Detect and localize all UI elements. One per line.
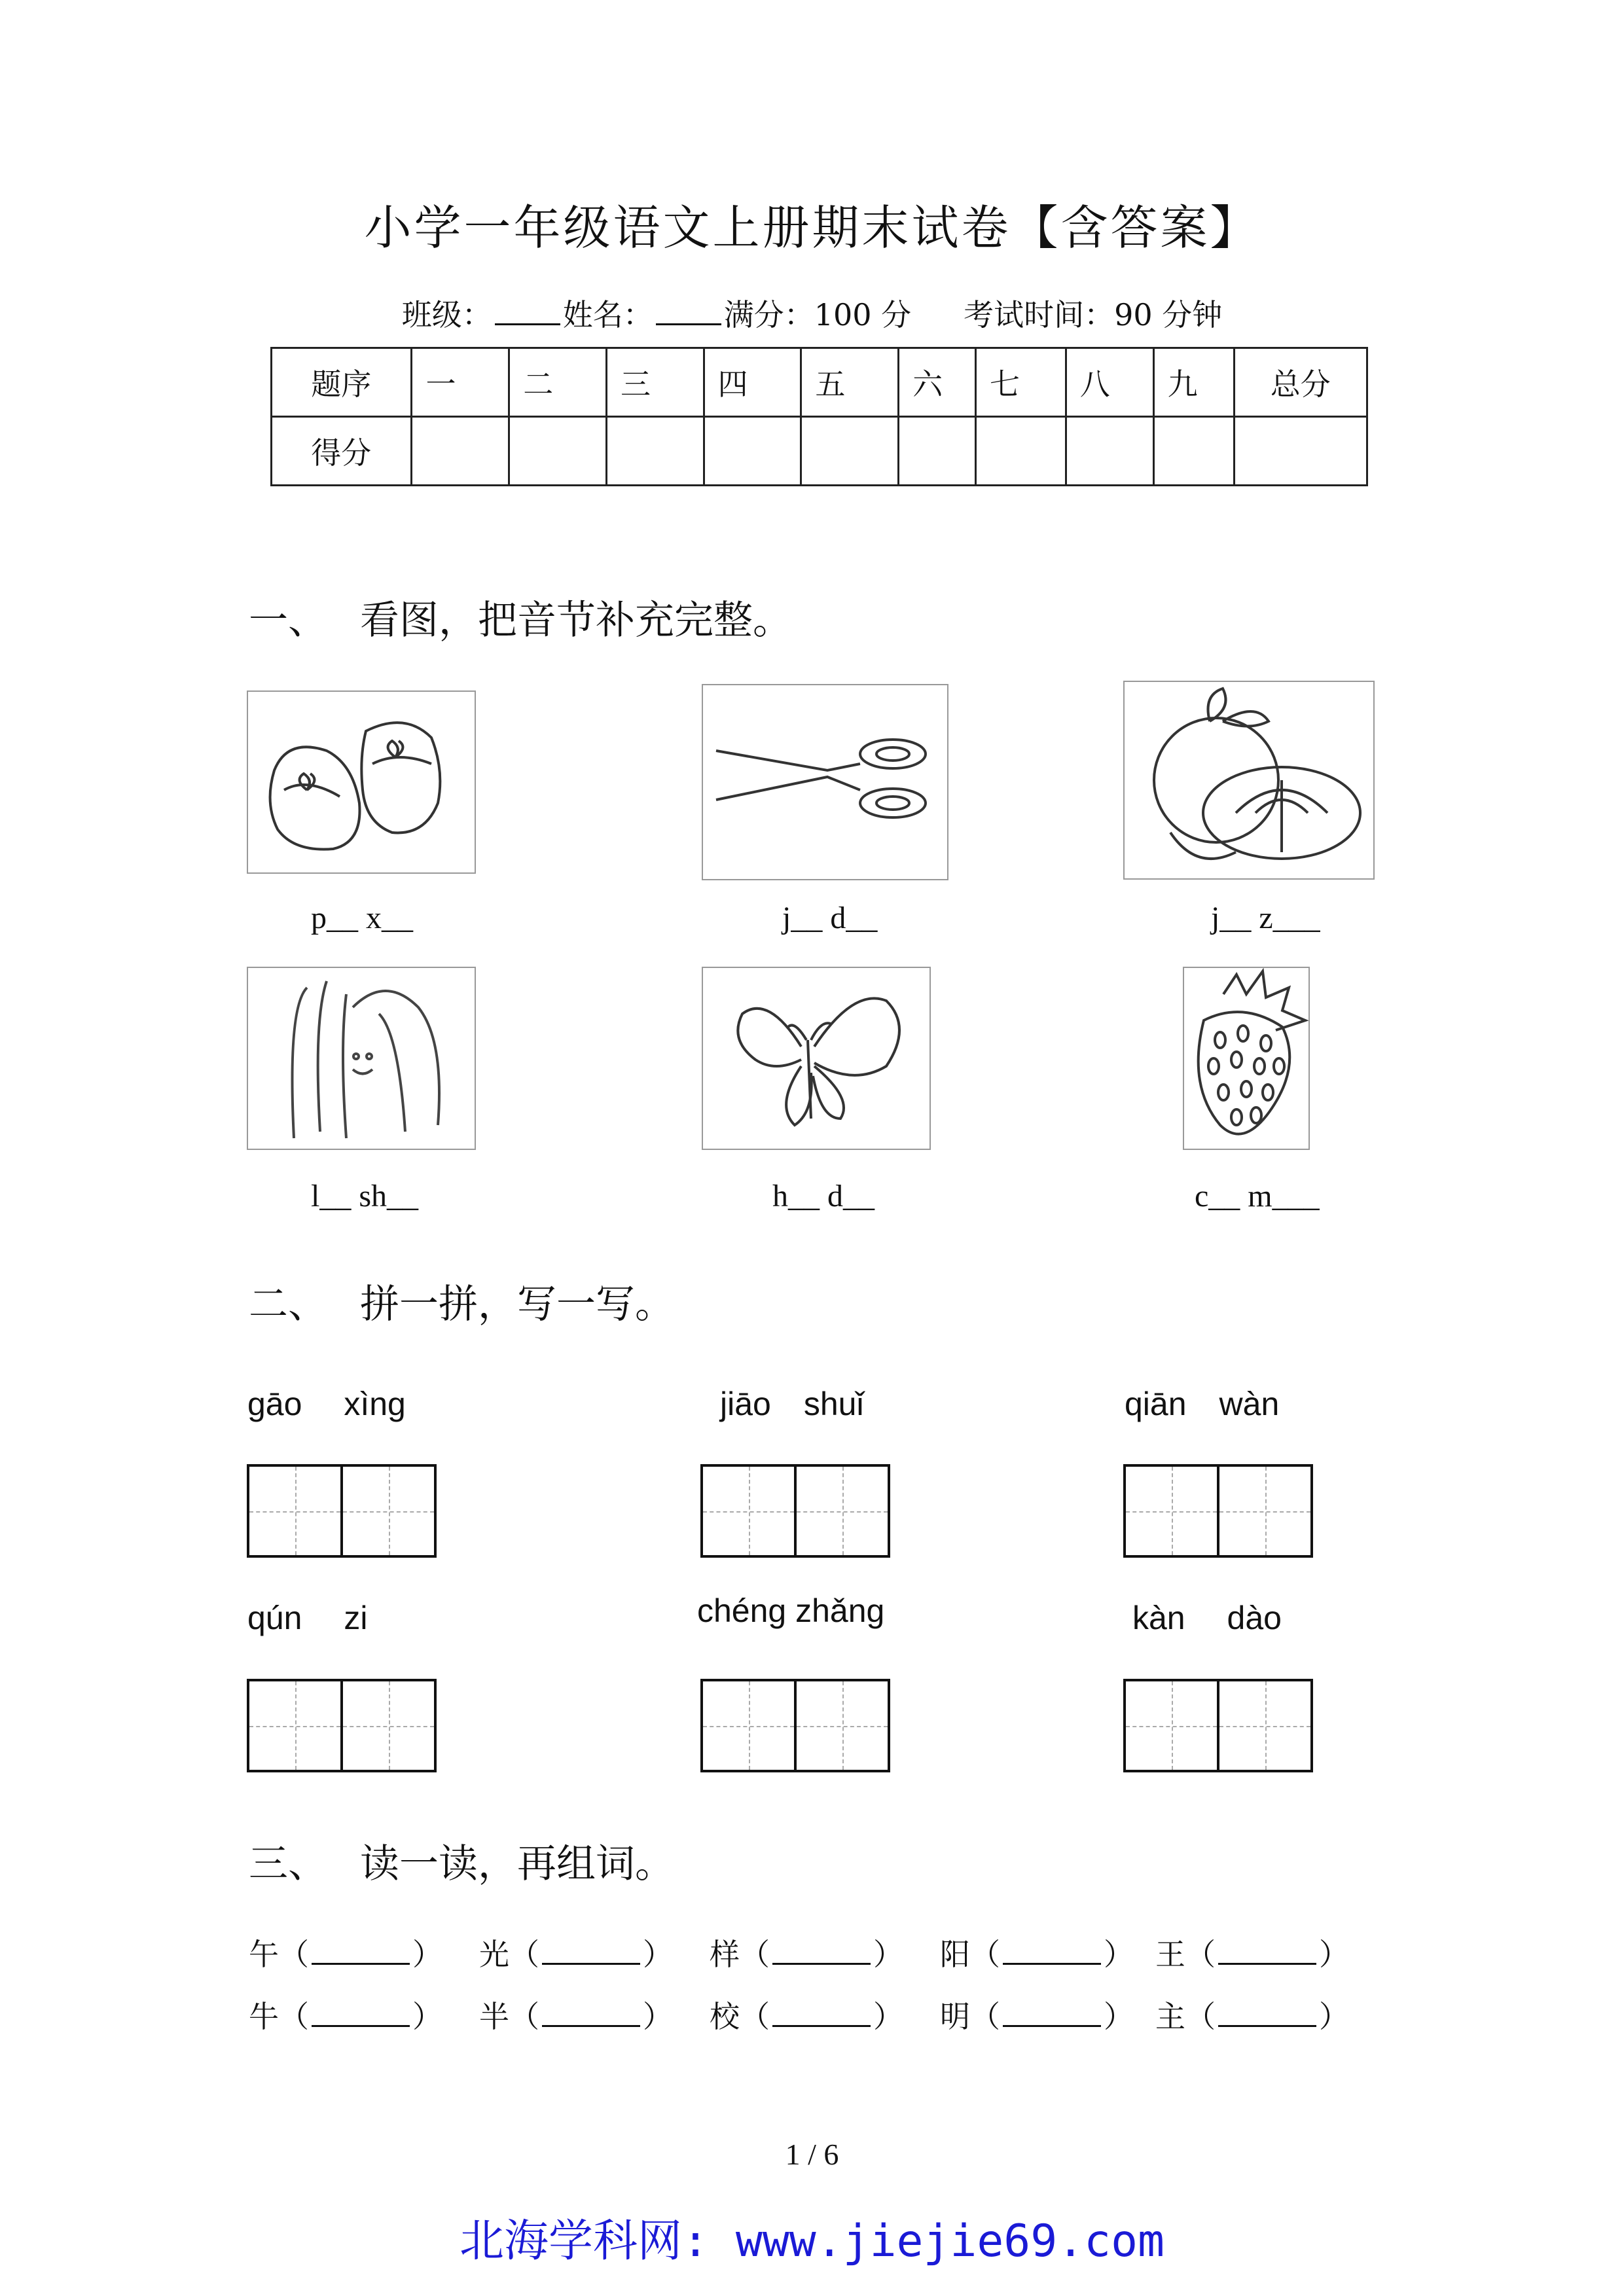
class-blank[interactable] (495, 297, 560, 325)
tian-grid[interactable] (247, 1464, 437, 1558)
syllable-blank: l__ sh__ (311, 1179, 419, 1213)
word-blank[interactable] (1003, 2000, 1101, 2027)
word-item: 半（ ） (479, 1999, 673, 2034)
score-cell[interactable] (1066, 417, 1153, 486)
score-cell[interactable] (412, 417, 509, 486)
section-number: 三、 (249, 1841, 327, 1887)
syllable-blank: c__ m___ (1195, 1179, 1320, 1213)
pinyin-label: kàn dào (1132, 1600, 1282, 1636)
word-item: 样（ ） (710, 1937, 903, 1972)
score-header-cell: 二 (509, 348, 607, 417)
word-item: 光（ ） (479, 1937, 673, 1972)
class-label: 班级： (401, 297, 492, 332)
score-cell[interactable] (606, 417, 704, 486)
score-header-cell: 题序 (272, 348, 412, 417)
pinyin-label: gāo xìng (247, 1386, 406, 1422)
word-blank[interactable] (772, 1938, 871, 1965)
pinyin-label: jiāo shuǐ (720, 1386, 864, 1422)
butterfly-icon (702, 967, 931, 1150)
tian-grid[interactable] (1123, 1464, 1313, 1558)
score-header-cell: 总分 (1235, 348, 1367, 417)
scissors-icon (702, 684, 948, 880)
word-item: 主（ ） (1155, 1999, 1349, 2034)
tian-grid[interactable] (247, 1679, 437, 1772)
strawberry-icon (1183, 967, 1310, 1150)
student-info-line (0, 291, 1624, 334)
score-header-cell: 六 (899, 348, 976, 417)
name-label: 姓名： (562, 297, 653, 332)
section-title: 读一读，再组词。 (360, 1841, 674, 1887)
score-value-row (272, 417, 1367, 486)
score-cell[interactable] (704, 417, 801, 486)
section-3-heading (249, 1833, 674, 1889)
score-header-cell: 一 (412, 348, 509, 417)
tian-grid[interactable] (700, 1679, 890, 1772)
word-item: 校（ ） (710, 1999, 903, 2034)
word-blank[interactable] (772, 2000, 871, 2027)
score-header-cell: 七 (975, 348, 1066, 417)
score-cell[interactable] (975, 417, 1066, 486)
page-title: 小学一年级语文上册期末试卷【含答案】 (364, 200, 1260, 255)
score-cell[interactable] (509, 417, 607, 486)
word-blank[interactable] (312, 2000, 410, 2027)
willow-icon (247, 967, 476, 1150)
score-header-row (272, 348, 1367, 417)
word-item: 阳（ ） (940, 1937, 1134, 1972)
name-blank[interactable] (656, 297, 721, 325)
score-cell[interactable] (801, 417, 899, 486)
pinyin-label: qún zi (247, 1600, 368, 1636)
word-item: 王（ ） (1155, 1937, 1349, 1972)
word-blank[interactable] (1218, 2000, 1316, 2027)
section-1-heading (249, 589, 792, 645)
syllable-blank: p__ x__ (311, 901, 413, 935)
section-2-heading (249, 1273, 674, 1329)
full-score: 满分：100 分 (723, 297, 912, 332)
word-item: 牛（ ） (249, 1999, 442, 2034)
section-title: 看图，把音节补充完整。 (360, 598, 792, 643)
syllable-blank: j__ z___ (1211, 901, 1320, 935)
score-row-label: 得分 (272, 417, 412, 486)
orange-icon (1123, 681, 1375, 880)
syllable-blank: j__ d__ (782, 901, 878, 935)
word-item: 明（ ） (940, 1999, 1134, 2034)
score-cell[interactable] (899, 417, 976, 486)
score-header-cell: 四 (704, 348, 801, 417)
word-blank[interactable] (312, 1938, 410, 1965)
exam-time: 考试时间：90 分钟 (964, 297, 1223, 332)
tian-grid[interactable] (1123, 1679, 1313, 1772)
word-blank[interactable] (1218, 1938, 1316, 1965)
footer-watermark: 北海学科网: www.jiejie69.com (460, 2215, 1164, 2267)
tian-grid[interactable] (700, 1464, 890, 1558)
pinyin-label: chéng zhǎng (697, 1592, 885, 1629)
word-blank[interactable] (542, 2000, 640, 2027)
section-number: 二、 (249, 1282, 327, 1327)
pinyin-label: qiān wàn (1125, 1386, 1280, 1422)
syllable-blank: h__ d__ (772, 1179, 875, 1213)
score-header-cell: 八 (1066, 348, 1153, 417)
score-cell[interactable] (1235, 417, 1367, 486)
shoes-icon (247, 691, 476, 874)
score-header-cell: 五 (801, 348, 899, 417)
word-blank[interactable] (1003, 1938, 1101, 1965)
section-title: 拼一拼，写一写。 (360, 1282, 674, 1327)
score-table (270, 347, 1368, 486)
word-blank[interactable] (542, 1938, 640, 1965)
word-item: 午（ ） (249, 1937, 442, 1972)
score-header-cell: 九 (1153, 348, 1235, 417)
score-header-cell: 三 (606, 348, 704, 417)
section-number: 一、 (249, 598, 327, 643)
score-cell[interactable] (1153, 417, 1235, 486)
page-number: 1 / 6 (785, 2138, 839, 2171)
